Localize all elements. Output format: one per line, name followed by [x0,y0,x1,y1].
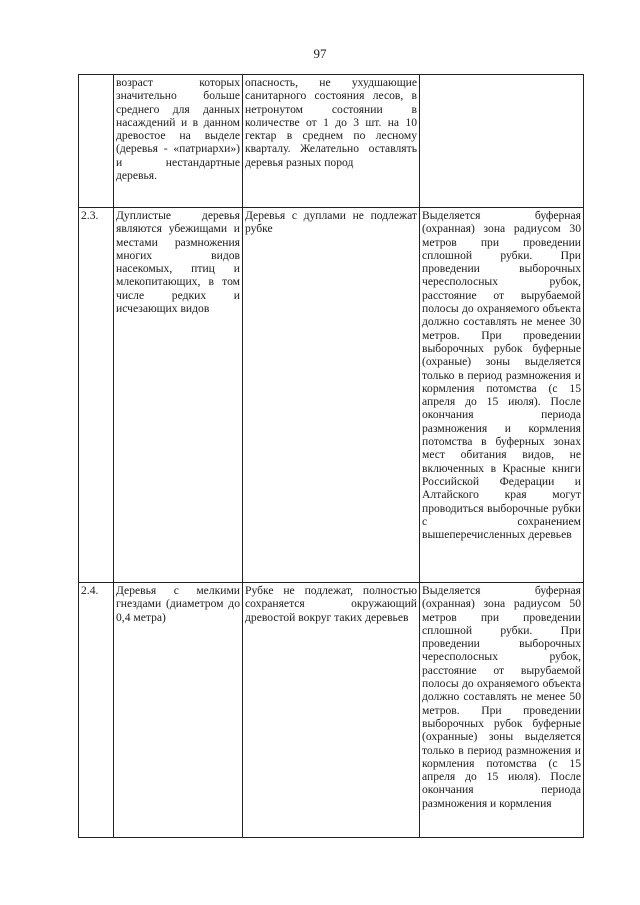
table-row [79,75,584,208]
object-text: Дуплистые деревья являются убежищами и местами размножения многих видов насекомых, птиц и млекопитающих, в том числе редких и исчезающих видов [116,209,240,316]
felling-text: опасность, не ухудшающие санитарного состояния лесов, в нетронутом состоянии в количестве от 1 до 3 шт. на 10 гектар в среднем по лесному кварталу. Желательно оставлять деревья разных пород [245,76,417,169]
row-number: 2.3. [79,208,114,583]
object-cell [114,583,243,838]
felling-cell [243,75,420,208]
row-number [79,75,114,208]
felling-text: Рубке не подлежат, полностью сохраняется окружающий древостой вокруг таких деревьев [245,584,417,624]
measures-cell [420,75,584,208]
felling-text: Деревья с дуплами не подлежат рубке [245,209,417,236]
table-row [79,208,584,583]
object-cell [114,208,243,583]
object-text: Деревья с мелкими гнездами (диаметром до 0,4 метра) [116,584,240,624]
felling-cell [243,583,420,838]
measures-table [78,74,584,838]
measures-cell [420,208,584,583]
object-text: возраст которых значительно больше среднего для данных насаждений и в данном древостое на выделе (деревья - «патриархи») и нестандартные деревья. [116,76,240,183]
measures-cell [420,583,584,838]
measures-text: Выделяется буферная (охранная) зона радиусом 50 метров при проведении сплошной рубки. При проведении выборочных чересполосных рубок, расстояние от вырубаемой полосы до охраняемого объекта должно составлять не менее 50 метров. При проведении выборочных рубок буферные (охранные) зоны выделяется только в период размножения и кормления потомства (с 15 апреля до 15 июля). После окончания периода размножения и кормления [422,584,581,810]
object-cell [114,75,243,208]
table-row [79,583,584,838]
measures-text: Выделяется буферная (охранная) зона радиусом 30 метров при проведении сплошной рубки. При проведении выборочных чересполосных рубок, расстояние от вырубаемой полосы до охраняемого объекта должно составлять не менее 30 метров. При проведении выборочных рубок буферные (охраные) зоны выделяется только в период размножения и кормления потомства (с 15 апреля до 15 июля). После окончания периода размножения и кормления потомства в буферных зонах мест обитания видов, не включенных в Красные книги Российской Федерации и Алтайского края могут проводиться выборочные рубки с сохранением вышеперечисленных деревьев [422,209,581,542]
felling-cell [243,208,420,583]
page-number: 97 [313,46,327,61]
row-number: 2.4. [79,583,114,838]
